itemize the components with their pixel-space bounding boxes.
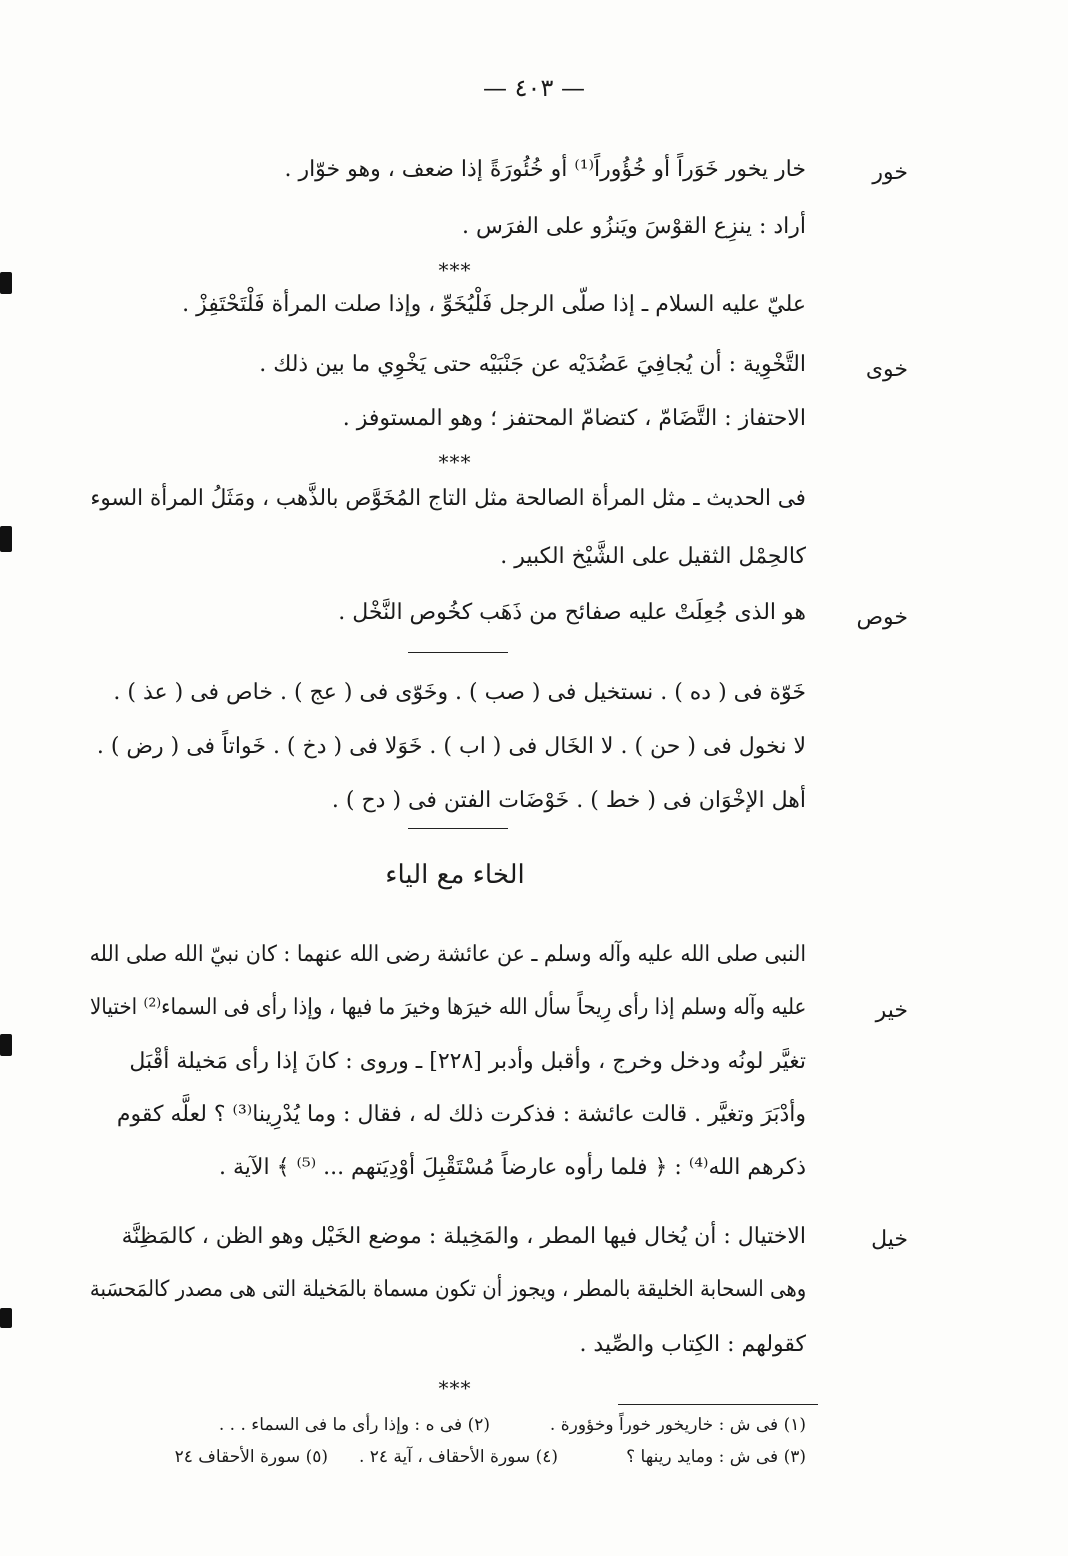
separator-stars: *** <box>438 450 472 474</box>
cross-reference-line: خَوّة فى ( ده ) . نستخيل فى ( صب ) . وخَوّى فى ( عج ) . خاص فى ( عذ ) . <box>113 680 806 705</box>
entry-keyword-khur: خور <box>872 160 908 185</box>
separator-stars: *** <box>438 1376 472 1400</box>
entry-line: تغيَّر لونُه ودخل وخرج ، وأقبل وأدبر [٢٢٨] ـ وروى : كانَ إذا رأى مَخيلة أقْبَل <box>129 1049 806 1074</box>
scan-edge-mark <box>0 1308 12 1328</box>
hadith-line: كالحِمْل الثقيل على الشَّيْخ الكبير . <box>500 544 806 569</box>
entry-line: خار يخور خَوَراً أو خُؤُوراً⁽¹⁾ أو خُئُورَةً إذا ضعف ، وهو خوّار . <box>284 157 806 182</box>
page-number: — ٤٠٣ — <box>483 74 585 102</box>
entry-line: كقولهم : الكِتاب والصِّيد . <box>579 1332 806 1357</box>
entry-keyword-khayr: خير <box>875 998 908 1023</box>
footnote: (٤) سورة الأحقاف ، آية ٢٤ . <box>358 1447 558 1467</box>
entry-line: وأدْبَرَ وتغيَّر . قالت عائشة : فذكرت ذلك له ، فقال : وما يُدْرِينا⁽³⁾ ؟ لعلَّه كقوم <box>116 1102 806 1127</box>
divider-rule <box>408 652 508 653</box>
footnote: (٢) فى ه : وإذا رأى ما فى السماء . . . <box>218 1415 490 1435</box>
divider-rule <box>408 828 508 829</box>
scan-edge-mark <box>0 1034 12 1056</box>
footnote-rule <box>618 1404 818 1405</box>
footnote: (١) فى ش : خاريخور خوراً وخؤورة . <box>549 1415 806 1435</box>
entry-line: الاختيال : أن يُخال فيها المطر ، والمَخِيلة : موضع الخَيْل وهو الظن ، كالمَظِنَّة <box>121 1224 806 1249</box>
entry-line: النبى صلى الله عليه وآله وسلم ـ عن عائشة رضى الله عنهما : كان نبيّ الله صلى الله <box>89 942 806 967</box>
hadith-line: فى الحديث ـ مثل المرأة الصالحة مثل التاج المُخَوَّص بالذَّهب ، ومَثَلُ المرأة السوء <box>90 486 806 511</box>
entry-line: وهى السحابة الخليقة بالمطر ، ويجوز أن تكون مسماة بالمَخيلة التى هى مصدر كالمَحسَبة <box>89 1277 806 1302</box>
entry-keyword-khayl: خيل <box>871 1227 908 1252</box>
entry-line: هو الذى جُعِلَتْ عليه صفائح من ذَهَب كخُوص النَّخْل . <box>338 600 806 625</box>
entry-line: عليه وآله وسلم إذا رأى رِيحاً سأل الله خيرَها وخيرَ ما فيها ، وإذا رأى فى السماء⁽²⁾ اختيالا <box>89 995 806 1020</box>
hadith-line: عليّ عليه السلام ـ إذا صلّى الرجل فَلْيُخَوِّ ، وإذا صلت المرأة فَلْتَحْتَفِزْ . <box>182 292 806 317</box>
entry-keyword-khawa: خوى <box>865 357 908 382</box>
section-title: الخاء مع الياء <box>385 860 525 890</box>
scan-edge-mark <box>0 526 12 552</box>
entry-line: التَّخْوِية : أن يُجافِيَ عَضُدَيْه عن جَنْبَيْه حتى يَخْوِي ما بين ذلك . <box>259 352 806 377</box>
footnote: (٥) سورة الأحقاف ٢٤ <box>174 1447 328 1467</box>
cross-reference-line: لا نخول فى ( حن ) . لا الخَال فى ( اب ) . خَوَلا فى ( دخ ) . خَواتاً فى ( رض ) . <box>96 734 806 759</box>
footnote: (٣) فى ش : ومايد رينها ؟ <box>626 1447 806 1467</box>
entry-keyword-khus: خوص <box>856 605 908 630</box>
cross-reference-line: أهل الإخْوَان فى ( خط ) . خَوْضَات الفتن فى ( دح ) . <box>331 788 806 813</box>
entry-line: ذكرهم الله⁽⁴⁾ : ﴿ فلما رأوه عارضاً مُسْتَقْبِلَ أوْدِيَتهم ... ⁽⁵⁾ ﴾ الآية . <box>219 1155 806 1180</box>
separator-stars: *** <box>438 258 472 282</box>
entry-line: الاحتفاز : التَّضَامّ ، كتضامّ المحتفز ؛ وهو المستوفز . <box>342 406 806 431</box>
entry-line: أراد : ينزِع القوْسَ ويَنزُو على الفرَس . <box>461 214 806 239</box>
